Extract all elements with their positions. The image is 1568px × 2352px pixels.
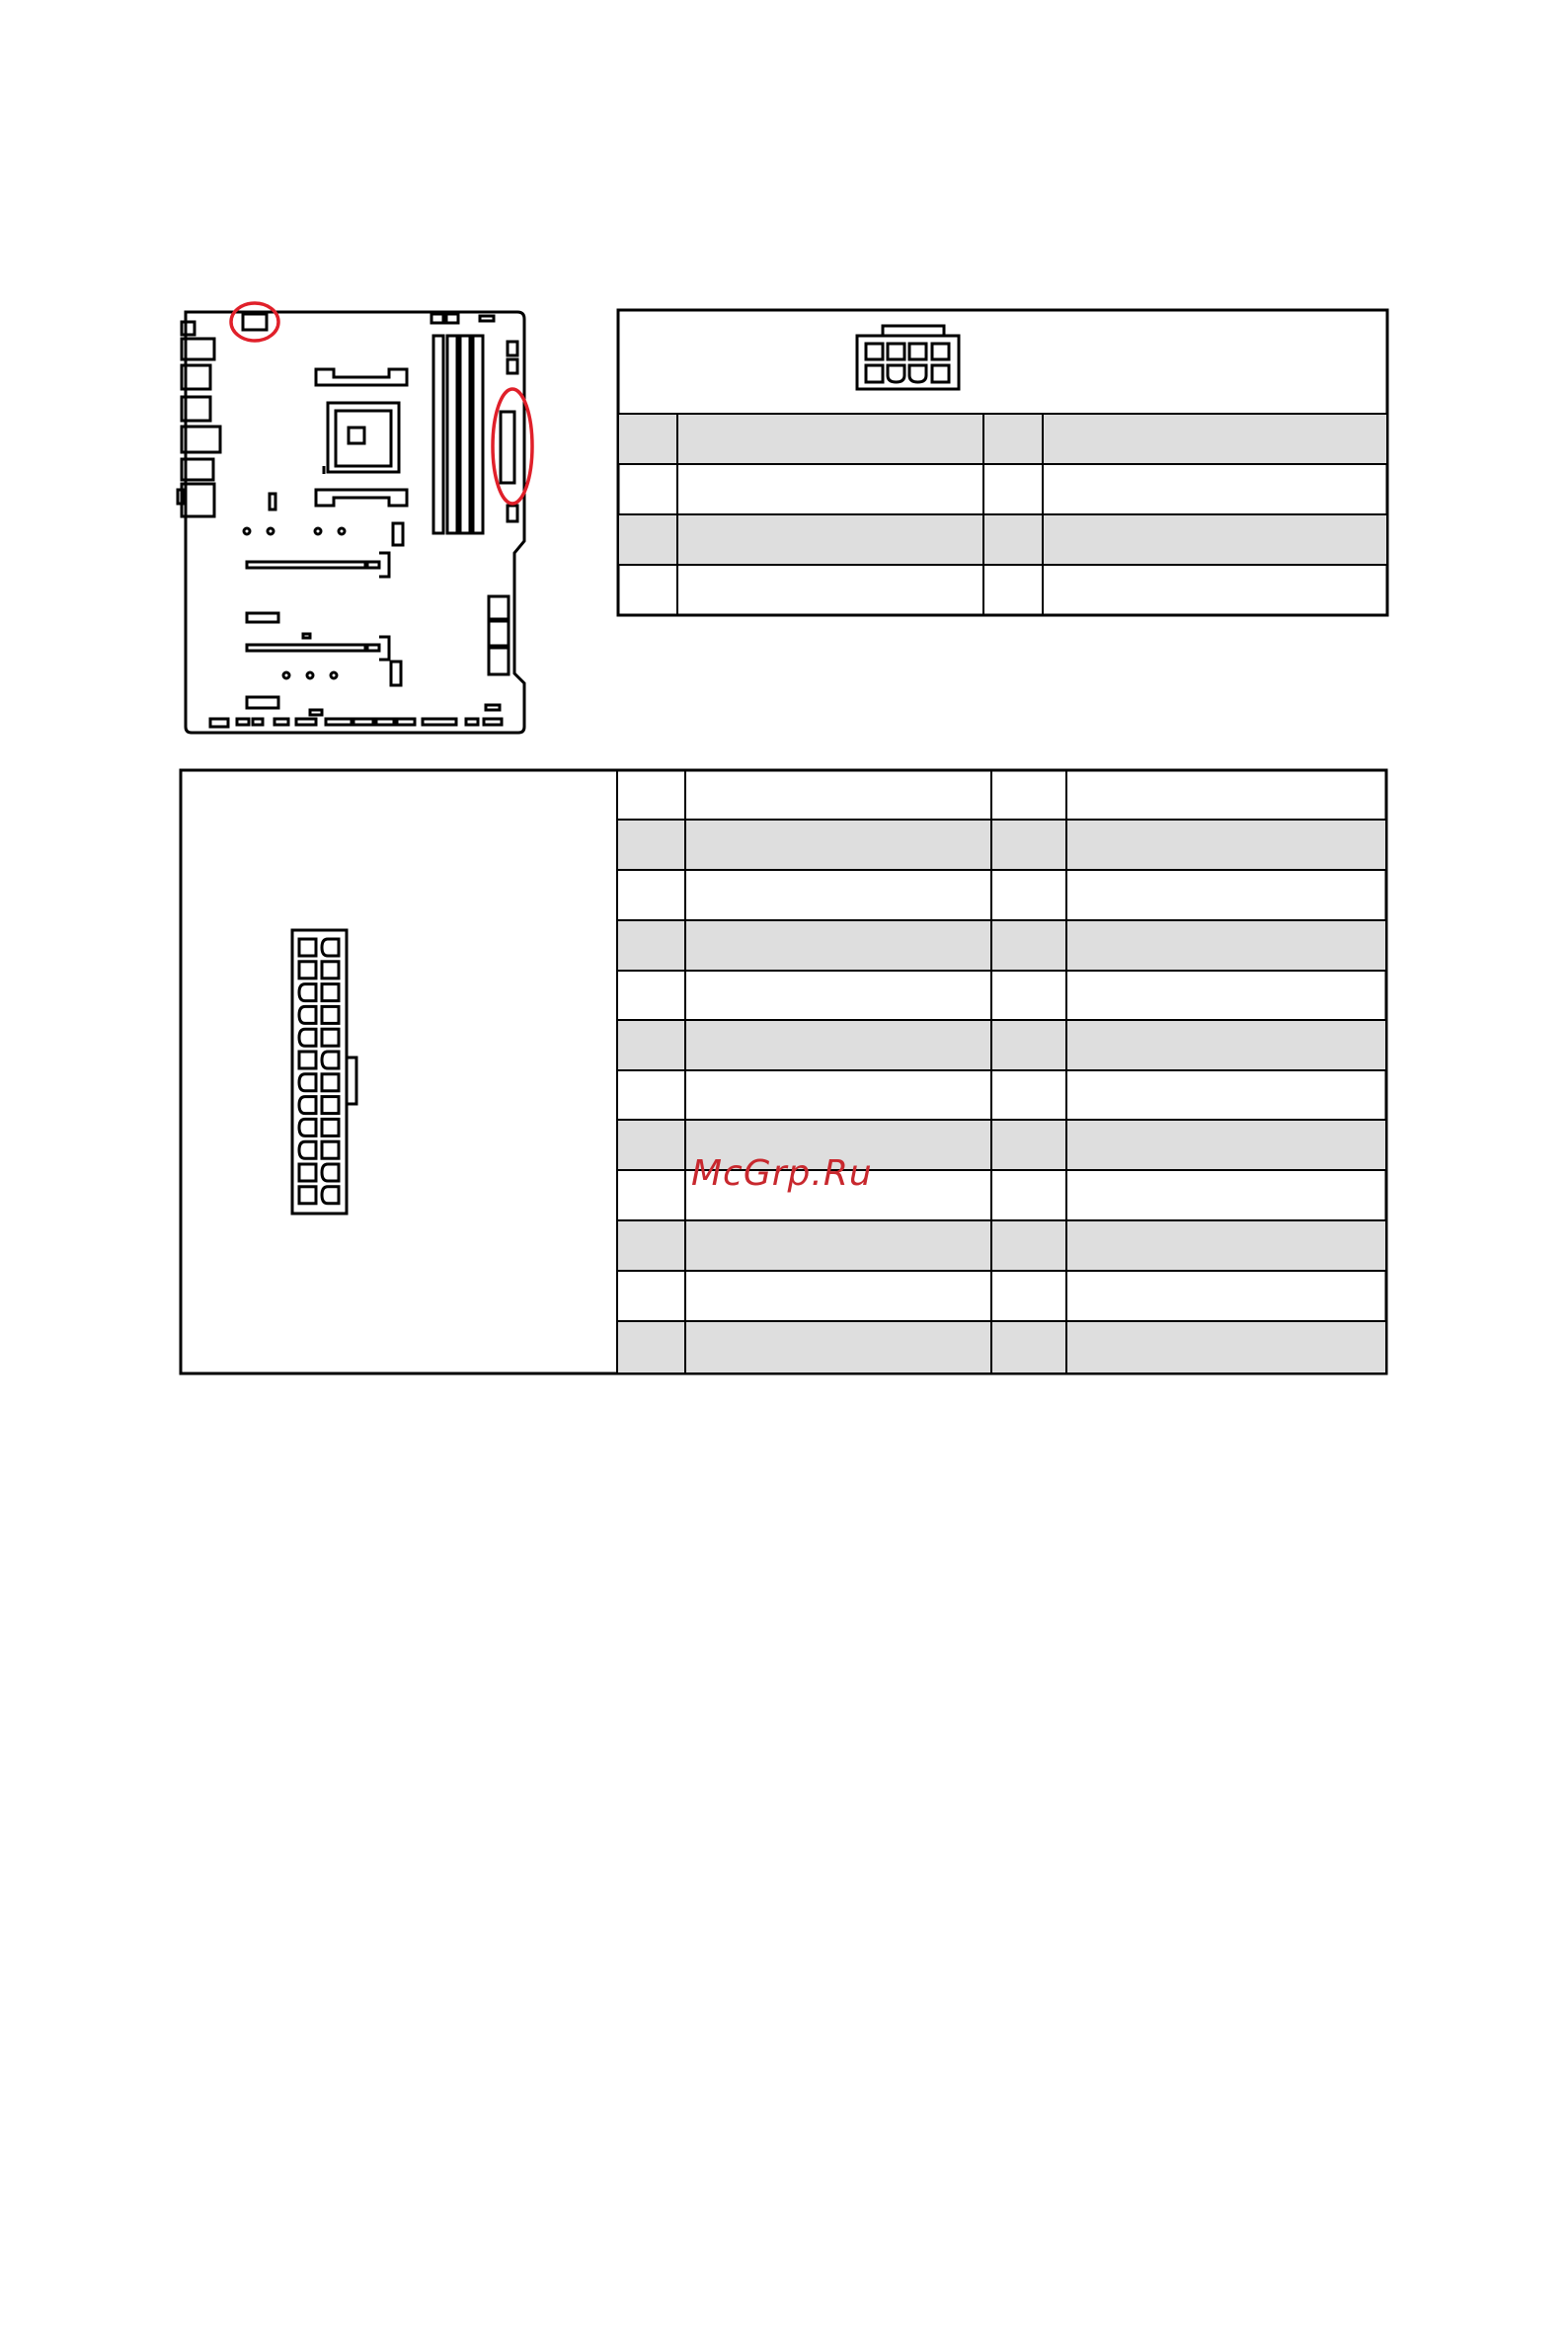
connector-pin	[322, 962, 339, 979]
motherboard-diagram	[178, 312, 524, 733]
table-row	[618, 821, 1385, 870]
connector-pin	[322, 1141, 339, 1158]
connector-pin	[322, 1074, 339, 1091]
table-row	[618, 1020, 1385, 1069]
connector-pin	[322, 1006, 339, 1023]
connector-pin	[299, 1119, 316, 1136]
atx-24pin-connector-icon	[292, 930, 356, 1214]
connector-pin	[299, 1187, 316, 1204]
connector-pin	[299, 1097, 316, 1114]
connector-pin	[322, 1187, 339, 1204]
connector-pin	[322, 1119, 339, 1136]
table-row	[619, 415, 1386, 464]
connector-pin	[322, 1164, 339, 1181]
cpu-8pin-connector-icon	[857, 326, 959, 389]
connector-pin	[299, 1029, 316, 1046]
connector-pin	[299, 1164, 316, 1181]
connector-pin	[299, 939, 316, 956]
cpu-power-highlight	[231, 303, 278, 341]
connector-pin	[322, 984, 339, 1001]
table-row	[618, 1321, 1385, 1372]
connector-pin	[322, 1052, 339, 1068]
connector-pin	[322, 1097, 339, 1114]
connector-pin	[299, 1074, 316, 1091]
connector-pin	[299, 1006, 316, 1023]
atx-power-highlight	[493, 389, 532, 504]
table-row	[618, 1220, 1385, 1270]
table-row	[618, 920, 1385, 970]
connector-pin	[299, 984, 316, 1001]
connector-pin	[299, 962, 316, 979]
connector-pin	[322, 1029, 339, 1046]
connector-pin	[299, 1052, 316, 1068]
connector-pin	[299, 1141, 316, 1158]
table-row	[619, 514, 1386, 564]
cpu-power-pinout-table	[618, 310, 1387, 615]
connector-pin	[322, 939, 339, 956]
atx-power-pinout-table	[181, 770, 1386, 1373]
watermark-text: McGrp.Ru	[691, 1153, 873, 1194]
